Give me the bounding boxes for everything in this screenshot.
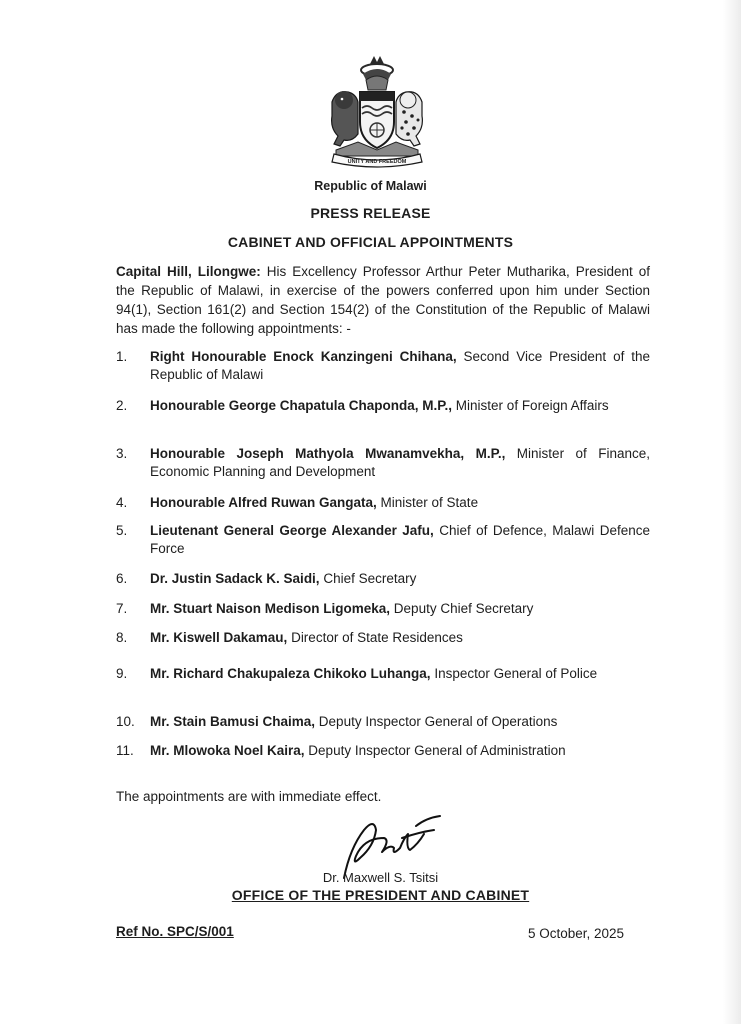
item-number: 10. [116, 714, 135, 729]
item-number: 8. [116, 630, 128, 645]
crest-motto: UNITY AND FREEDOM [347, 159, 407, 165]
intro-paragraph [116, 262, 650, 338]
office-heading: OFFICE OF THE PRESIDENT AND CABINET [231, 887, 530, 903]
appointee-name: Mr. Richard Chakupaleza Chikoko Luhanga, [150, 666, 431, 681]
item-number: 3. [116, 446, 128, 461]
intro-location: Capital Hill, Lilongwe: [116, 264, 261, 279]
appointee-name: Honourable George Chapatula Chaponda, M.P., [150, 398, 453, 413]
coat-of-arms-icon [318, 50, 436, 170]
item-number: 6. [116, 571, 128, 586]
appointee-role: Chief of Defence, Malawi Defence Force [150, 523, 650, 556]
appointee-role: Minister of Foreign Affairs [452, 398, 609, 413]
appointee-role: Chief Secretary [319, 571, 417, 586]
appointee-name: Mr. Stain Bamusi Chaima, [150, 714, 316, 729]
appointee-name: Mr. Kiswell Dakamau, [150, 630, 288, 645]
appointee-role: Deputy Chief Secretary [390, 601, 534, 616]
reference-number: Ref No. SPC/S/001 [116, 924, 234, 939]
signer-name: Dr. Maxwell S. Tsitsi [322, 870, 439, 885]
appointee-name: Honourable Alfred Ruwan Gangata, [150, 495, 377, 510]
appointee-role: Second Vice President of the Republic of Malawi [150, 349, 650, 382]
item-number: 11. [116, 743, 134, 758]
appointee-role: Director of State Residences [287, 630, 463, 645]
appointee-role: Inspector General of Police [430, 666, 598, 681]
press-release-heading: PRESS RELEASE [310, 205, 431, 221]
appointee-role: Deputy Inspector General of Administration [304, 743, 566, 758]
item-number: 1. [116, 349, 128, 364]
item-number: 5. [116, 523, 128, 538]
item-number: 2. [116, 398, 128, 413]
appointee-name: Dr. Justin Sadack K. Saidi, [150, 571, 320, 586]
item-number: 4. [116, 495, 128, 510]
effect-statement: The appointments are with immediate effect. [116, 789, 382, 804]
appointee-role: Minister of Finance, Economic Planning and Development [150, 446, 650, 479]
appointee-role: Deputy Inspector General of Operations [315, 714, 558, 729]
appointee-name: Mr. Stuart Naison Medison Ligomeka, [150, 601, 391, 616]
republic-heading: Republic of Malawi [314, 179, 427, 193]
intro-text: His Excellency Professor Arthur Peter Mutharika, President of the Republic of Malawi, in exercise of the powers conferred upon him under Section 94(1), Section 161(2) and Section 154(2) of the Constitution of the Republic of Malawi has made the following appointments: - [116, 264, 650, 336]
appointee-role: Minister of State [376, 495, 479, 510]
appointee-name: Mr. Mlowoka Noel Kaira, [150, 743, 305, 758]
item-number: 9. [116, 666, 128, 681]
appointee-name: Right Honourable Enock Kanzingeni Chihana, [150, 349, 457, 364]
appointee-name: Lieutenant General George Alexander Jafu, [150, 523, 434, 538]
subject-heading: CABINET AND OFFICIAL APPOINTMENTS [227, 234, 514, 250]
release-date: 5 October, 2025 [528, 926, 625, 941]
item-number: 7. [116, 601, 128, 616]
appointee-name: Honourable Joseph Mathyola Mwanamvekha, M.P., [150, 446, 506, 461]
